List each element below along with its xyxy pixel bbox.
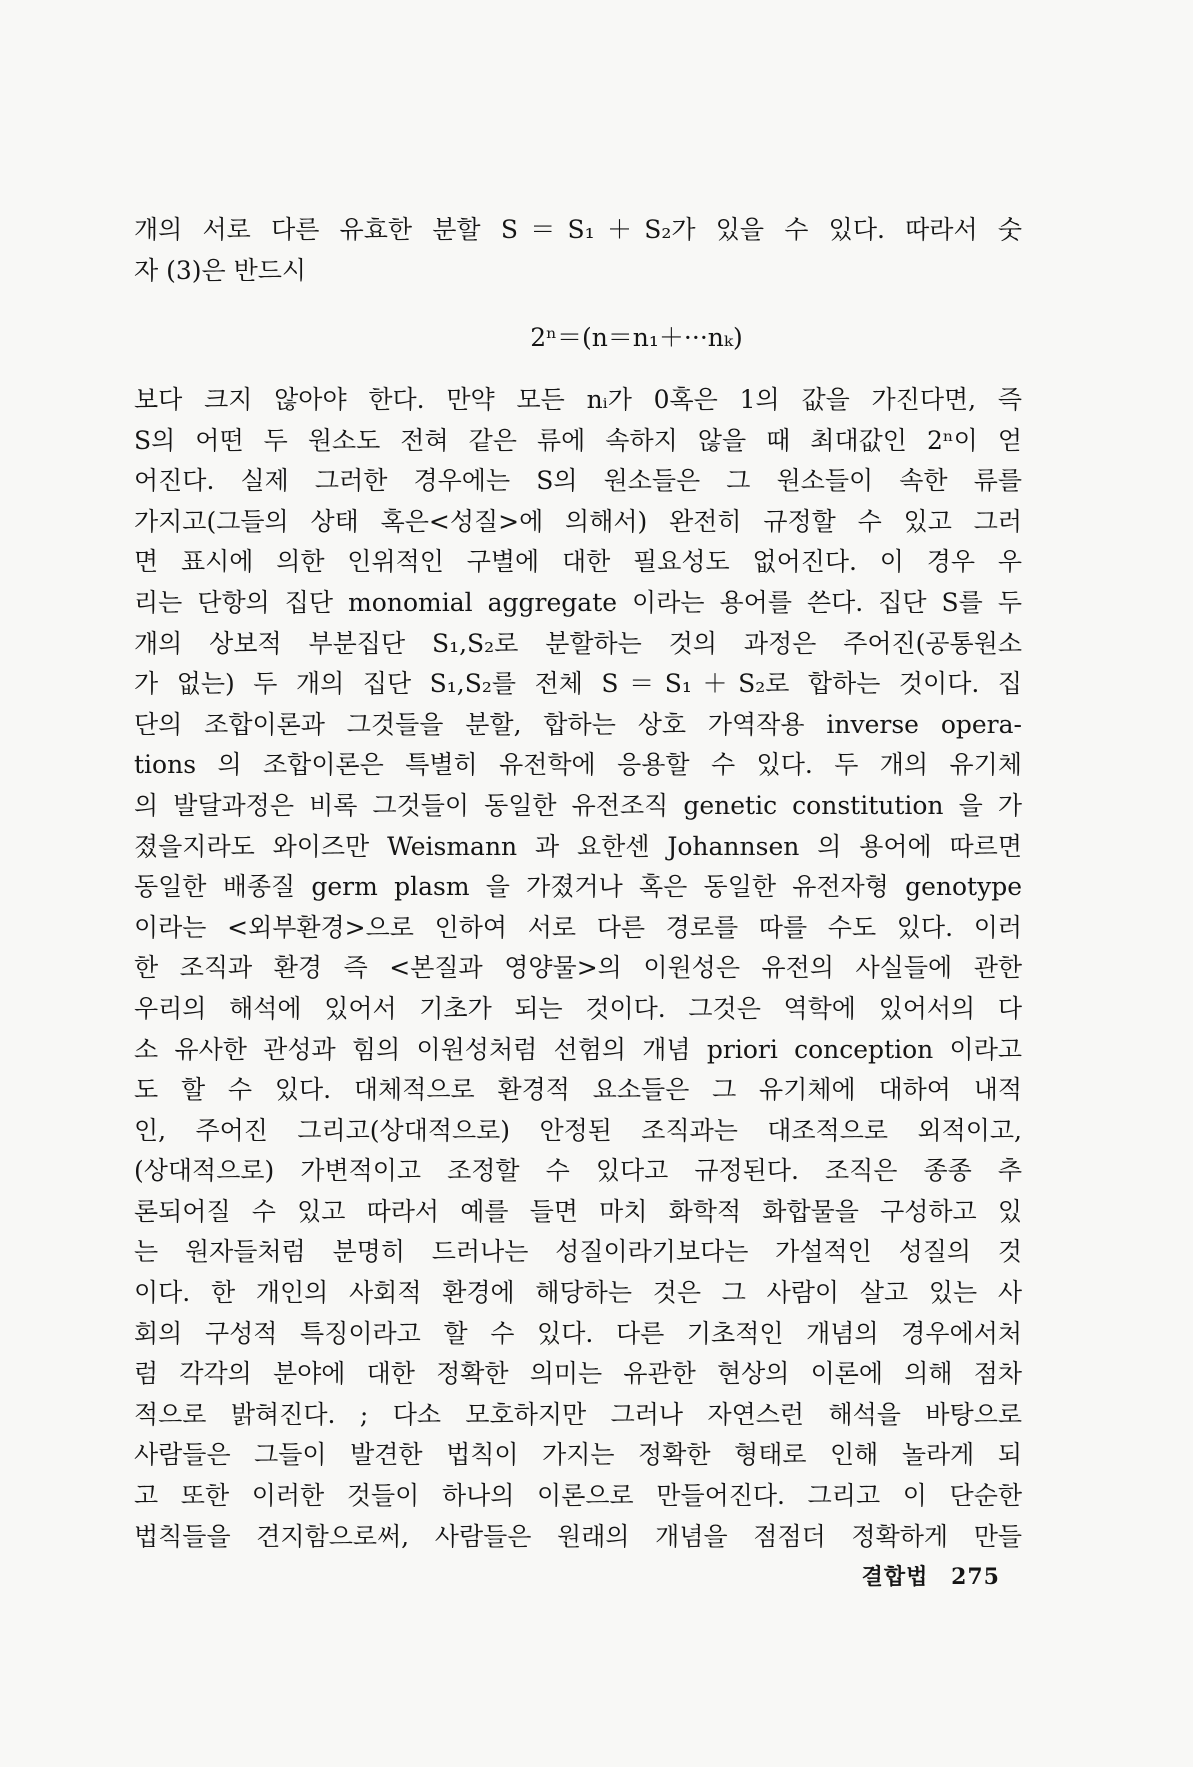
page-footer xyxy=(862,1560,1000,1591)
running-section-title: 결합법 xyxy=(861,1564,929,1590)
text-line: 개의 상보적 부분집단 S₁,S₂로 분할하는 것의 과정은 주어진(공통원소 xyxy=(134,628,1022,658)
text-line: 는 원자들처럼 분명히 드러나는 성질이라기보다는 가설적인 성질의 것 xyxy=(134,1237,1022,1267)
text-line: 적으로 밝혀진다. ; 다소 모호하지만 그러나 자연스런 해석을 바탕으로 xyxy=(134,1399,1022,1429)
text-line: 도 할 수 있다. 대체적으로 환경적 요소들은 그 유기체에 대하여 내적 xyxy=(134,1075,1022,1105)
text-line: 고 또한 이러한 것들이 하나의 이론으로 만들어진다. 그리고 이 단순한 xyxy=(134,1481,1022,1511)
page-number: 275 xyxy=(951,1564,1000,1590)
text-line: 법칙들을 견지함으로써, 사람들은 원래의 개념을 점점더 정확하게 만들 xyxy=(134,1521,1022,1551)
text-line: 이다. 한 개인의 사회적 환경에 해당하는 것은 그 사람이 살고 있는 사 xyxy=(134,1278,1022,1308)
text-line: 동일한 배종질 germ plasm 을 가졌거나 혹은 동일한 유전자형 genotype xyxy=(134,872,1022,902)
intro-paragraph xyxy=(134,210,1022,291)
main-paragraph xyxy=(134,380,1022,1557)
text-line: 자 (3)은 반드시 xyxy=(134,255,307,285)
text-line: 가지고(그들의 상태 혹은<성질>에 의해서) 완전히 규정할 수 있고 그러 xyxy=(134,506,1022,536)
text-line: 소 유사한 관성과 힘의 이원성처럼 선험의 개념 priori conception 이라고 xyxy=(134,1034,1022,1064)
text-line: 론되어질 수 있고 따라서 예를 들면 마치 화학적 화합물을 구성하고 있 xyxy=(134,1196,1022,1226)
text-line: 리는 단항의 집단 monomial aggregate 이라는 용어를 쓴다. 집단 S를 두 xyxy=(134,587,1022,617)
text-line: 보다 크지 않아야 한다. 만약 모든 nᵢ가 0혹은 1의 값을 가진다면, 즉 xyxy=(134,385,1022,414)
text-line: 회의 구성적 특징이라고 할 수 있다. 다른 기초적인 개념의 경우에서처 xyxy=(134,1318,1022,1348)
text-line: 우리의 해석에 있어서 기초가 되는 것이다. 그것은 역학에 있어서의 다 xyxy=(134,993,1022,1023)
text-line: 개의 서로 다른 유효한 분할 S＝S₁＋S₂가 있을 수 있다. 따라서 숫 xyxy=(134,215,1022,244)
text-line: 어진다. 실제 그러한 경우에는 S의 원소들은 그 원소들이 속한 류를 xyxy=(134,466,1022,496)
text-line: 한 조직과 환경 즉 <본질과 영양물>의 이원성은 유전의 사실들에 관한 xyxy=(134,953,1022,983)
text-line: 의 발달과정은 비록 그것들이 동일한 유전조직 genetic constitution 을 가 xyxy=(134,790,1022,820)
text-line: 가 없는) 두 개의 집단 S₁,S₂를 전체 S＝S₁＋S₂로 합하는 것이다. 집 xyxy=(134,669,1022,699)
text-line: 이라는 <외부환경>으로 인하여 서로 다른 경로를 따를 수도 있다. 이러 xyxy=(134,912,1022,942)
text-line: 졌을지라도 와이즈만 Weismann 과 요한센 Johannsen 의 용어에 따르면 xyxy=(134,831,1022,861)
text-line: 면 표시에 의한 인위적인 구별에 대한 필요성도 없어진다. 이 경우 우 xyxy=(134,547,1022,577)
text-line: tions 의 조합이론은 특별히 유전학에 응용할 수 있다. 두 개의 유기체 xyxy=(134,750,1022,780)
math-formula: 2ⁿ＝(n＝n₁＋···nₖ) xyxy=(530,323,743,352)
text-line: 인, 주어진 그리고(상대적으로) 안정된 조직과는 대조적으로 외적이고, xyxy=(134,1115,1022,1145)
text-line: 사람들은 그들이 발견한 법칙이 가지는 정확한 형태로 인해 놀라게 되 xyxy=(134,1440,1022,1470)
text-line: S의 어떤 두 원소도 전혀 같은 류에 속하지 않을 때 최대값인 2ⁿ이 얻 xyxy=(134,425,1022,455)
text-line: 럼 각각의 분야에 대한 정확한 의미는 유관한 현상의 이론에 의해 점차 xyxy=(134,1359,1022,1389)
text-line: 단의 조합이론과 그것들을 분할, 합하는 상호 가역작용 inverse opera- xyxy=(134,709,1022,739)
text-line: (상대적으로) 가변적이고 조정할 수 있다고 규정된다. 조직은 종종 추 xyxy=(134,1156,1022,1186)
